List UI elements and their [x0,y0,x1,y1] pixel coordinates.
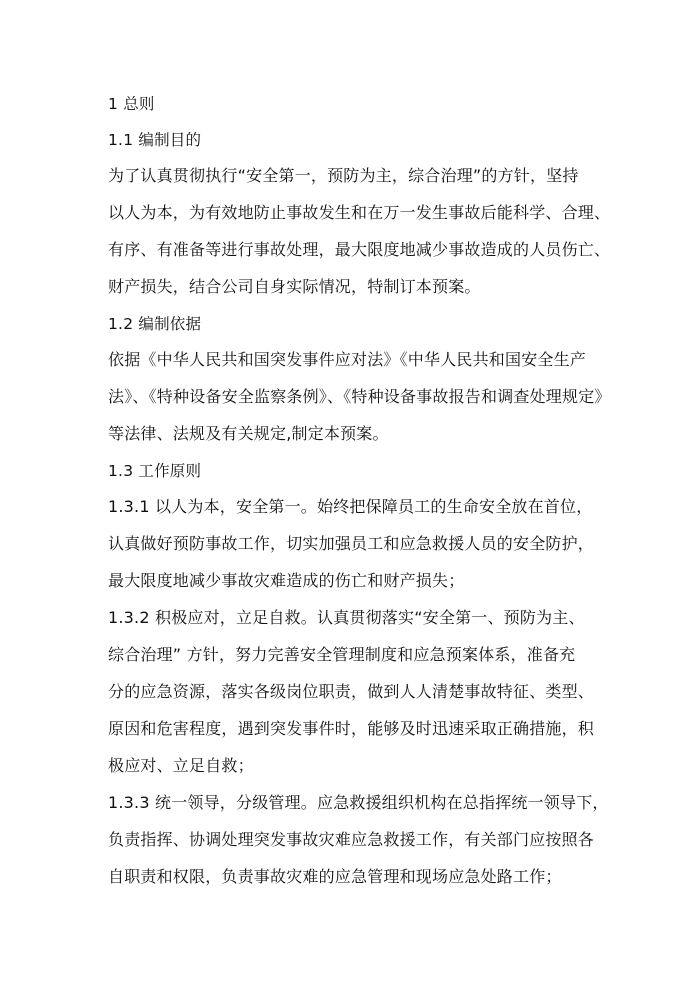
paragraph-line: 综合治理” 方针，努力完善安全管理制度和应急预案体系，准备充 [108,645,576,664]
paragraph-line: 为了认真贯彻执行“安全第一，预防为主，综合治理”的方针，坚持 [108,166,579,185]
paragraph-line: 有序、有准备等进行事故处理，最大限度地减少事故造成的人员伤亡、 [108,240,611,259]
paragraph-line: 认真做好预防事故工作，切实加强员工和应急救援人员的安全防护， [108,534,595,553]
paragraph-line: 法》、《特种设备安全监察条例》、《特种设备事故报告和调查处理规定》 [108,387,611,406]
section-heading-1: 1 总则 [108,95,155,113]
paragraph-line: 财产损失，结合公司自身实际情况，特制订本预案。 [108,277,481,296]
paragraph-line: 分的应急资源，落实各级岗位职责，做到人人清楚事故特征、类型、 [108,682,595,701]
paragraph-line: 1.3.2 积极应对，立足自救。认真贯彻落实“安全第一、预防为主、 [108,608,585,627]
paragraph-line: 负责指挥、协调处理突发事故灾难应急救援工作，有关部门应按照各 [108,830,595,849]
paragraph-line: 最大限度地减少事故灾难造成的伤亡和财产损失； [108,571,465,590]
paragraph-line: 原因和危害程度，遇到突发事件时，能够及时迅速采取正确措施，积 [108,719,595,738]
paragraph-line: 以人为本，为有效地防止事故发生和在万一发生事故后能科学、合理、 [108,203,611,222]
paragraph-line: 等法律、法规及有关规定,制定本预案。 [108,424,389,443]
section-heading-1-1: 1.1 编制目的 [108,131,202,149]
paragraph-line: 自职责和权限，负责事故灾难的应急管理和现场应急处路工作； [108,867,562,886]
paragraph-line: 1.3.3 统一领导，分级管理。应急救援组织机构在总指挥统一领导下， [108,793,609,812]
paragraph-line: 依据《中华人民共和国突发事件应对法》《中华人民共和国安全生产 [108,350,587,369]
section-heading-1-2: 1.2 编制依据 [108,315,202,333]
paragraph-line: 1.3.1 以人为本，安全第一。始终把保障员工的生命安全放在首位， [108,497,593,516]
section-heading-1-3: 1.3 工作原则 [108,462,202,480]
paragraph-line: 极应对、立足自救； [108,756,254,775]
